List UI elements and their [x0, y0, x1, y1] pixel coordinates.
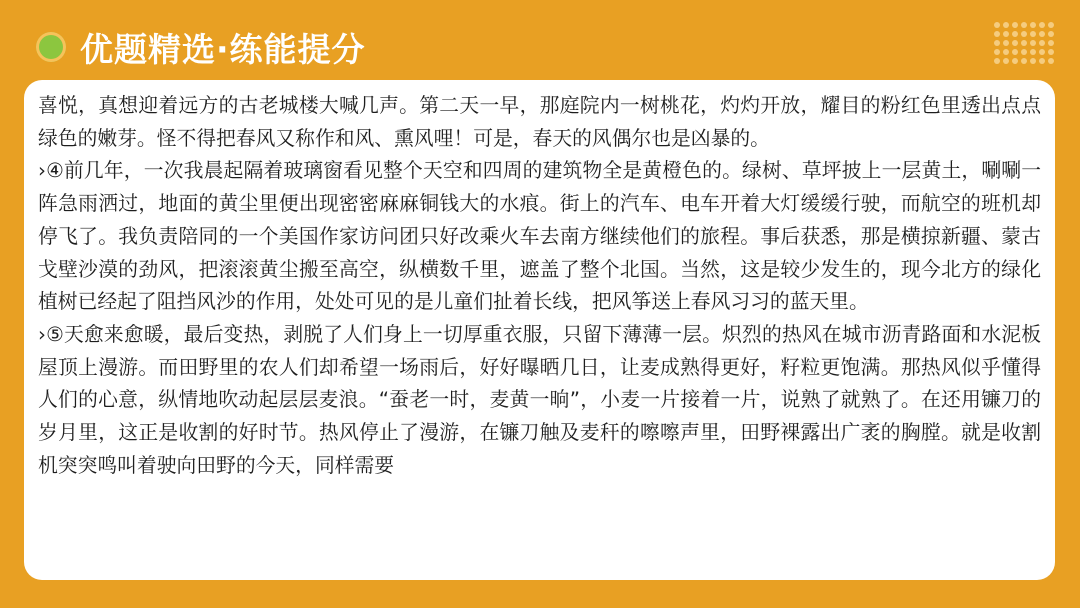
decoration-dot — [1030, 49, 1036, 55]
decoration-dot — [1003, 31, 1009, 37]
decoration-dot — [1048, 49, 1054, 55]
decoration-dot — [1030, 22, 1036, 28]
header — [36, 22, 366, 72]
decoration-dot — [1039, 22, 1045, 28]
passage-card — [24, 80, 1055, 580]
decoration-dot — [1012, 40, 1018, 46]
decoration-dot — [1030, 58, 1036, 64]
green-circle-icon — [36, 32, 66, 62]
passage-paragraph-4: ›④前几年，一次我晨起隔着玻璃窗看见整个天空和四周的建筑物全是黄橙色的。绿树、草坪披上一层黄土，唰唰一阵急雨洒过，地面的黄尘里便出现密密麻麻铜钱大的水痕。街上的汽车、电车开着大灯缓缓行驶，而航空的班机却停飞了。我负责陪同的一个美国作家访问团只好改乘火车去南方继续他们的旅程。事后获悉，那是横掠新疆、蒙古戈壁沙漠的劲风，把滚滚黄尘搬至高空，纵横数千里，遮盖了整个北国。当然，这是较少发生的，现今北方的绿化植树已经起了阻挡风沙的作用，处处可见的是儿童们扯着长线，把风筝送上春风习习的蓝天里。 — [38, 159, 1041, 314]
decoration-dot — [1003, 40, 1009, 46]
decoration-dot — [1003, 22, 1009, 28]
dot-grid-decoration — [994, 22, 1056, 64]
decoration-dot — [1021, 22, 1027, 28]
decoration-dot — [1003, 49, 1009, 55]
decoration-dot — [1012, 22, 1018, 28]
page-title: 优题精选·练能提分 — [80, 29, 366, 69]
decoration-dot — [1030, 40, 1036, 46]
decoration-dot — [1012, 58, 1018, 64]
decoration-dot — [1030, 31, 1036, 37]
decoration-dot — [1021, 40, 1027, 46]
decoration-dot — [1021, 58, 1027, 64]
decoration-dot — [1039, 49, 1045, 55]
decoration-dot — [1021, 49, 1027, 55]
passage-paragraph-5: ›⑤天愈来愈暖，最后变热，剥脱了人们身上一切厚重衣服，只留下薄薄一层。炽烈的热风在城市沥青路面和水泥板屋顶上漫游。而田野里的农人们却希望一场雨后，好好曝晒几日，让麦成熟得更好，籽粒更饱满。那热风似乎懂得人们的心意，纵情地吹动起层层麦浪。“蚕老一时，麦黄一晌”，小麦一片接着一片，说熟了就熟了。在还用镰刀的岁月里，这正是收割的好时节。热风停止了漫游，在镰刀触及麦秆的嚓嚓声里，田野裸露出广袤的胸膛。就是收割机突突鸣叫着驶向田野的今天，同样需要 — [38, 322, 1041, 477]
decoration-dot — [994, 22, 1000, 28]
decoration-dot — [1039, 31, 1045, 37]
decoration-dot — [1003, 58, 1009, 64]
decoration-dot — [1039, 58, 1045, 64]
decoration-dot — [1048, 22, 1054, 28]
passage-paragraph-1: 喜悦，真想迎着远方的古老城楼大喊几声。第二天一早，那庭院内一树桃花，灼灼开放，耀目的粉红色里透出点点绿色的嫩芽。怪不得把春风又称作和风、熏风哩！可是，春天的风偶尔也是凶暴的。 — [38, 94, 1041, 150]
decoration-dot — [1021, 31, 1027, 37]
decoration-dot — [994, 49, 1000, 55]
decoration-dot — [1012, 31, 1018, 37]
decoration-dot — [1039, 40, 1045, 46]
decoration-dot — [1048, 31, 1054, 37]
decoration-dot — [1048, 58, 1054, 64]
decoration-dot — [994, 58, 1000, 64]
decoration-dot — [1012, 49, 1018, 55]
decoration-dot — [994, 31, 1000, 37]
decoration-dot — [994, 40, 1000, 46]
decoration-dot — [1048, 40, 1054, 46]
